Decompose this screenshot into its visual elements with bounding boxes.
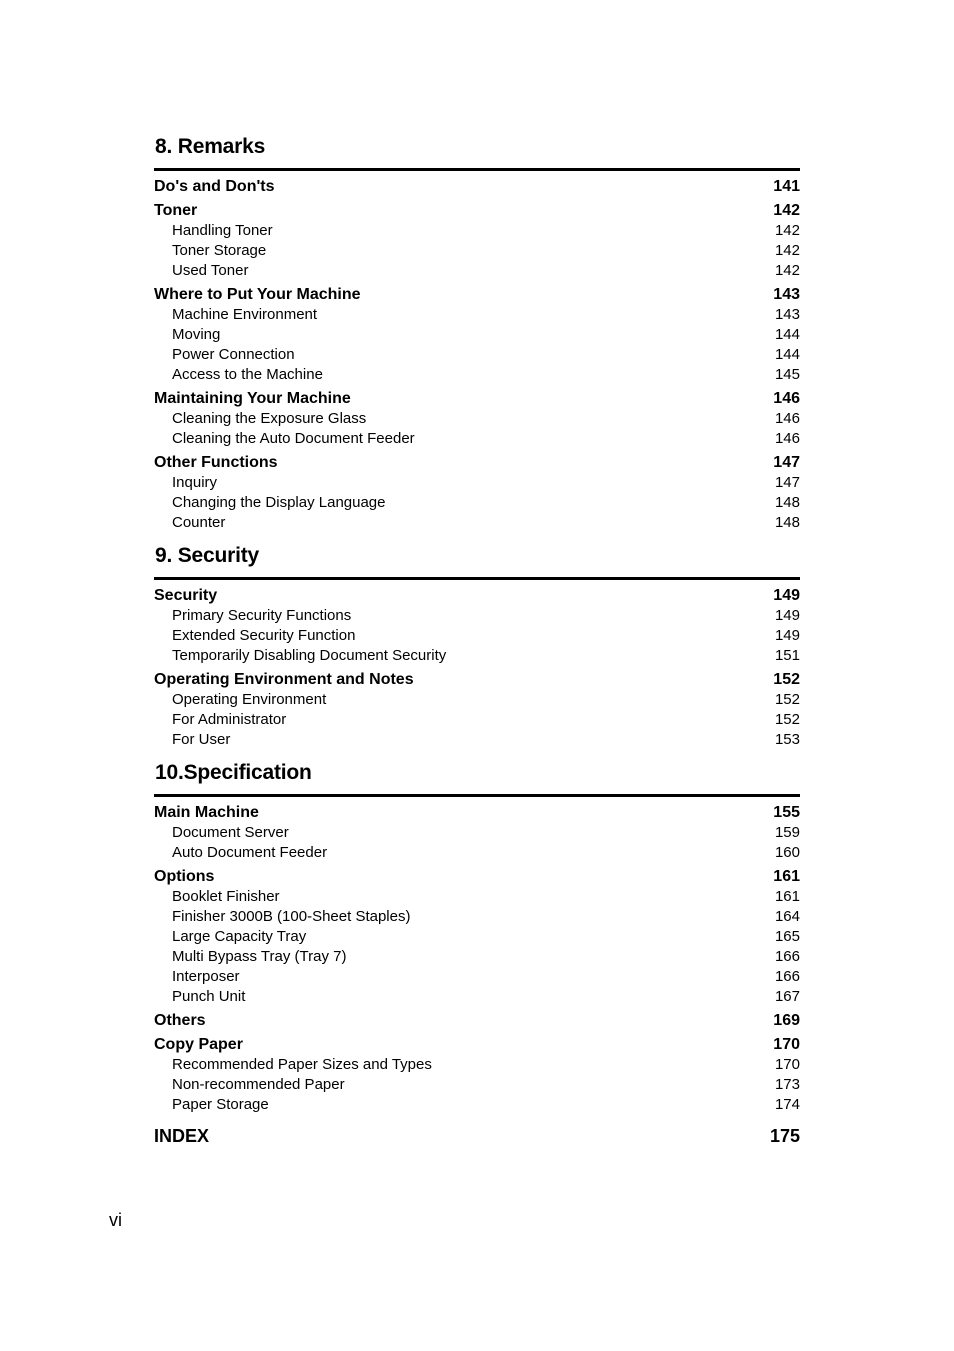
chapter-list [154, 133, 800, 1115]
toc-entry-page: 170 [773, 1036, 800, 1053]
toc-entry-label: Where to Put Your Machine [154, 286, 361, 303]
toc-entry-page: 164 [774, 908, 800, 925]
toc-entry-label: Extended Security Function [172, 627, 356, 644]
toc-subsection-entry[interactable] [154, 606, 800, 626]
toc-subsection-entry[interactable] [154, 493, 800, 513]
toc-entry-label: Large Capacity Tray [172, 928, 307, 945]
toc-entry-page: 173 [774, 1076, 800, 1093]
toc-section-entry[interactable] [154, 867, 800, 887]
toc-entry-label: Inquiry [172, 474, 218, 491]
chapter [154, 133, 800, 533]
toc-entry-label: Toner [154, 202, 198, 219]
toc-entry-page: 148 [774, 514, 800, 531]
toc-section-entry[interactable] [154, 201, 800, 221]
toc-entry-page: 170 [774, 1056, 800, 1073]
chapter-title: 8. Remarks [155, 135, 266, 158]
toc-entry-page: 166 [774, 968, 800, 985]
toc-entry-label: Document Server [172, 824, 289, 841]
toc-entry-label: Cleaning the Exposure Glass [172, 410, 367, 427]
toc-subsection-entry[interactable] [154, 843, 800, 863]
toc-entry-label: Multi Bypass Tray (Tray 7) [172, 948, 347, 965]
toc-subsection-entry[interactable] [154, 887, 800, 907]
toc-entry-label: Toner Storage [172, 242, 267, 259]
toc-section-entry[interactable] [154, 803, 800, 823]
toc-entry-page: 169 [773, 1012, 800, 1029]
toc-entry-page: 144 [774, 346, 800, 363]
toc-entry-label: Operating Environment and Notes [154, 671, 414, 688]
toc-entry-label: Handling Toner [172, 222, 273, 239]
toc-subsection-entry[interactable] [154, 907, 800, 927]
toc-entry-page: 165 [774, 928, 800, 945]
toc-entry-page: 167 [774, 988, 800, 1005]
toc-subsection-entry[interactable] [154, 261, 800, 281]
toc-subsection-entry[interactable] [154, 730, 800, 750]
toc-subsection-entry[interactable] [154, 345, 800, 365]
toc-entry-label: Do's and Don'ts [154, 178, 275, 195]
toc-entry-page: 152 [774, 691, 800, 708]
toc-subsection-entry[interactable] [154, 947, 800, 967]
toc-subsection-entry[interactable] [154, 513, 800, 533]
toc-entry-page: 155 [773, 804, 800, 821]
toc-entry-page: 146 [774, 410, 800, 427]
toc-entry-label: Others [154, 1012, 206, 1029]
toc-subsection-entry[interactable] [154, 473, 800, 493]
toc-section-entry[interactable] [154, 1035, 800, 1055]
toc-entry-label: Copy Paper [154, 1036, 243, 1053]
toc-subsection-entry[interactable] [154, 987, 800, 1007]
toc-entry-label: Temporarily Disabling Document Security [172, 647, 447, 664]
toc-entry-page: 141 [773, 178, 800, 195]
toc-entry-label: Used Toner [172, 262, 249, 279]
toc-subsection-entry[interactable] [154, 305, 800, 325]
toc-entry-page: 149 [774, 627, 800, 644]
toc-subsection-entry[interactable] [154, 241, 800, 261]
toc-entry-label: Other Functions [154, 454, 278, 471]
toc-entry-page: 142 [774, 262, 800, 279]
toc-entry-page: 146 [774, 430, 800, 447]
section-list [154, 177, 800, 533]
toc-entry-page: 142 [774, 222, 800, 239]
toc-subsection-entry[interactable] [154, 1075, 800, 1095]
toc-entry-label: Finisher 3000B (100-Sheet Staples) [172, 908, 411, 925]
toc-entry-label: Cleaning the Auto Document Feeder [172, 430, 415, 447]
toc-entry-page: 159 [774, 824, 800, 841]
chapter [154, 759, 800, 1115]
toc-section-entry[interactable] [154, 670, 800, 690]
toc-entry-page: 149 [774, 607, 800, 624]
toc-entry-label: Maintaining Your Machine [154, 390, 351, 407]
toc-index-entry[interactable] [154, 1124, 800, 1148]
toc-entry-page: 166 [774, 948, 800, 965]
toc-entry-label: Changing the Display Language [172, 494, 386, 511]
toc-entry-label: Primary Security Functions [172, 607, 352, 624]
toc-entry-page: 149 [773, 587, 800, 604]
toc-subsection-entry[interactable] [154, 710, 800, 730]
toc-entry-label: Paper Storage [172, 1096, 269, 1113]
toc-subsection-entry[interactable] [154, 927, 800, 947]
toc-subsection-entry[interactable] [154, 1055, 800, 1075]
toc-entry-label: Security [154, 587, 218, 604]
toc-subsection-entry[interactable] [154, 429, 800, 449]
toc-section-entry[interactable] [154, 453, 800, 473]
toc-entry-page: 153 [774, 731, 800, 748]
chapter-divider [154, 577, 800, 580]
toc-entry-page: 174 [774, 1096, 800, 1113]
toc-entry-page: 161 [774, 888, 800, 905]
toc-entry-label: For Administrator [172, 711, 287, 728]
toc-subsection-entry[interactable] [154, 690, 800, 710]
toc-subsection-entry[interactable] [154, 1095, 800, 1115]
toc-entry-label: Access to the Machine [172, 366, 323, 383]
toc-section-entry[interactable] [154, 285, 800, 305]
toc-entry-label: Machine Environment [172, 306, 318, 323]
toc-entry-label: Punch Unit [172, 988, 246, 1005]
toc-entry-page: 146 [773, 390, 800, 407]
toc-entry-page: 143 [774, 306, 800, 323]
toc-entry-label: INDEX [154, 1126, 210, 1146]
toc-entry-label: Power Connection [172, 346, 295, 363]
toc-entry-label: Interposer [172, 968, 240, 985]
toc-subsection-entry[interactable] [154, 365, 800, 385]
toc-subsection-entry[interactable] [154, 967, 800, 987]
chapter-divider [154, 168, 800, 171]
toc-section-entry[interactable] [154, 1011, 800, 1031]
chapter [154, 542, 800, 750]
toc-entry-label: Counter [172, 514, 226, 531]
toc-entry-page: 152 [773, 671, 800, 688]
toc-entry-page: 145 [774, 366, 800, 383]
page-number: vi [109, 1210, 122, 1230]
toc-entry-page: 144 [774, 326, 800, 343]
toc-subsection-entry[interactable] [154, 823, 800, 843]
toc-entry-page: 152 [774, 711, 800, 728]
toc-entry-label: Main Machine [154, 804, 259, 821]
toc-entry-page: 160 [774, 844, 800, 861]
toc-subsection-entry[interactable] [154, 325, 800, 345]
toc-entry-label: Auto Document Feeder [172, 844, 328, 861]
chapter-title: 9. Security [155, 544, 260, 567]
section-list [154, 803, 800, 1115]
toc-entry-page: 175 [769, 1126, 800, 1146]
toc-entry-page: 147 [773, 454, 800, 471]
section-list [154, 586, 800, 750]
toc-entry-label: For User [172, 731, 231, 748]
table-of-contents [154, 133, 800, 1148]
toc-entry-page: 147 [774, 474, 800, 491]
toc-entry-page: 143 [773, 286, 800, 303]
toc-section-entry[interactable] [154, 389, 800, 409]
toc-subsection-entry[interactable] [154, 646, 800, 666]
toc-entry-page: 148 [774, 494, 800, 511]
toc-section-entry[interactable] [154, 586, 800, 606]
toc-subsection-entry[interactable] [154, 409, 800, 429]
toc-section-entry[interactable] [154, 177, 800, 197]
toc-entry-label: Booklet Finisher [172, 888, 280, 905]
toc-entry-label: Recommended Paper Sizes and Types [172, 1056, 432, 1073]
toc-entry-page: 151 [774, 647, 800, 664]
toc-entry-label: Non-recommended Paper [172, 1076, 345, 1093]
toc-entry-page: 142 [773, 202, 800, 219]
toc-entry-label: Moving [172, 326, 221, 343]
toc-entry-page: 161 [773, 868, 800, 885]
toc-entry-page: 142 [774, 242, 800, 259]
toc-subsection-entry[interactable] [154, 221, 800, 241]
chapter-title: 10.Specification [155, 761, 312, 784]
chapter-divider [154, 794, 800, 797]
toc-entry-label: Options [154, 868, 215, 885]
toc-entry-label: Operating Environment [172, 691, 327, 708]
toc-subsection-entry[interactable] [154, 626, 800, 646]
